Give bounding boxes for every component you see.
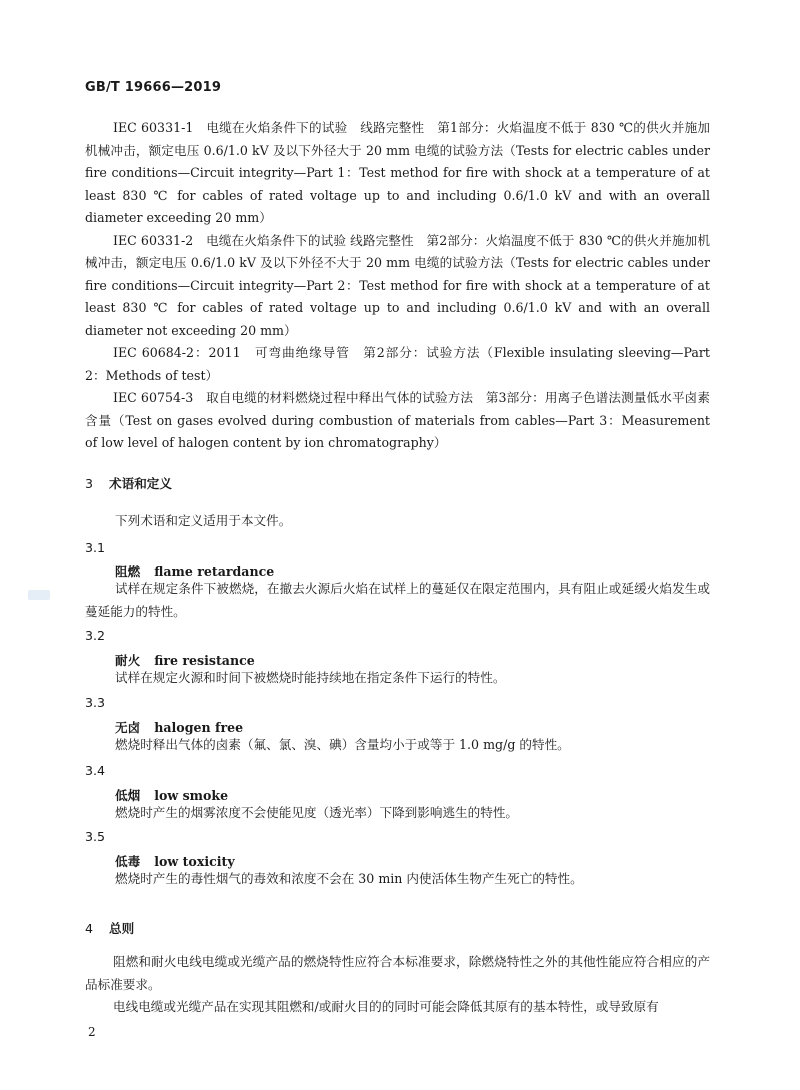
term-en: low smoke (154, 788, 229, 803)
term-definition-text: 燃烧时产生的烟雾浓度不会使能见度（透光率）下降到影响逃生的特性。 (115, 805, 518, 820)
section-heading (85, 918, 134, 937)
term-definition (85, 868, 710, 891)
section-number: 4 (85, 921, 94, 936)
term-number: 3.2 (85, 628, 106, 643)
term-en: low toxicity (154, 854, 235, 869)
term-number: 3.3 (85, 695, 106, 710)
term-number: 3.4 (85, 763, 106, 778)
term-zh: 低烟 (115, 788, 141, 803)
page-number: 2 (88, 1025, 96, 1039)
reference-text: IEC 60684-2：2011 可弯曲绝缘导管 第2部分：试验方法（Flexible insulating sleeving—Part 2：Methods of test） (85, 345, 710, 383)
section-number: 3 (85, 476, 94, 491)
term-en: flame retardance (154, 564, 275, 579)
term-zh: 阻燃 (115, 564, 141, 579)
section-intro: 下列术语和定义适用于本文件。 (115, 513, 292, 528)
term-en: fire resistance (154, 653, 255, 668)
reference-item (85, 230, 710, 343)
term-definition (85, 578, 710, 623)
section-title: 总则 (109, 921, 135, 936)
document-header: GB/T 19666—2019 (85, 80, 222, 95)
term-en: halogen free (154, 720, 244, 735)
reference-item (85, 387, 710, 455)
section-title: 术语和定义 (109, 476, 172, 491)
term-definition-text: 试样在规定火源和时间下被燃烧时能持续地在指定条件下运行的特性。 (115, 670, 506, 685)
term-number: 3.1 (85, 540, 106, 555)
term-definition-text: 燃烧时释出气体的卤素（氟、氯、溴、碘）含量均小于或等于 1.0 mg/g 的特性。 (115, 737, 570, 752)
term-zh: 无卤 (115, 720, 141, 735)
term-definition-text: 试样在规定条件下被燃烧，在撤去火源后火焰在试样上的蔓延仅在限定范围内，具有阻止或延缓火焰发生或蔓延能力的特性。 (85, 581, 710, 619)
term-definition (85, 802, 710, 825)
reference-text: IEC 60331-1 电缆在火焰条件下的试验 线路完整性 第1部分：火焰温度不低于 830 ℃的供火并施加机械冲击，额定电压 0.6/1.0 kV 及以下外径大于 20 mm 电缆的试验方法（Tests for electric cables under fire conditions—Circuit integrity—Part 1：Test method for fire with shock at a temperature of at least 830 ℃ for cables of rated voltage up to and including 0.6/1.0 kV and with an overall diameter exceeding 20 mm） (85, 120, 710, 225)
paragraph-text: 电线电缆或光缆产品在实现其阻燃和/或耐火目的的同时可能会降低其原有的基本特性，或导致原有 (113, 999, 659, 1014)
reference-item (85, 117, 710, 230)
section-paragraph (85, 951, 710, 996)
margin-mark-icon (28, 590, 50, 600)
section-paragraph (85, 996, 710, 1019)
term-definition (85, 667, 710, 690)
term-definition (85, 734, 710, 757)
term-zh: 耐火 (115, 653, 141, 668)
term-zh: 低毒 (115, 854, 141, 869)
reference-text: IEC 60331-2 电缆在火焰条件下的试验 线路完整性 第2部分：火焰温度不低于 830 ℃的供火并施加机械冲击，额定电压 0.6/1.0 kV 及以下外径不大于 20 mm 电缆的试验方法（Tests for electric cables under fire conditions—Circuit integrity—Part 2：Test method for fire with shock at a temperature of at least 830 ℃ for cables of rated voltage up to and including 0.6/1.0 kV and with an overall diameter not exceeding 20 mm） (85, 232, 710, 338)
reference-item (85, 342, 710, 387)
term-definition-text: 燃烧时产生的毒性烟气的毒效和浓度不会在 30 min 内使活体生物产生死亡的特性。 (115, 871, 583, 886)
section-heading (85, 473, 172, 492)
reference-text: IEC 60754-3 取自电缆的材料燃烧过程中释出气体的试验方法 第3部分：用离子色谱法测量低水平卤素含量（Test on gases evolved during combustion of materials from cables—Part 3：Measurement of low level of halogen content by ion chromatography） (85, 390, 710, 450)
normative-references (85, 117, 710, 455)
paragraph-text: 阻燃和耐火电线电缆或光缆产品的燃烧特性应符合本标准要求，除燃烧特性之外的其他性能应符合相应的产品标准要求。 (85, 954, 710, 992)
term-number: 3.5 (85, 829, 106, 844)
